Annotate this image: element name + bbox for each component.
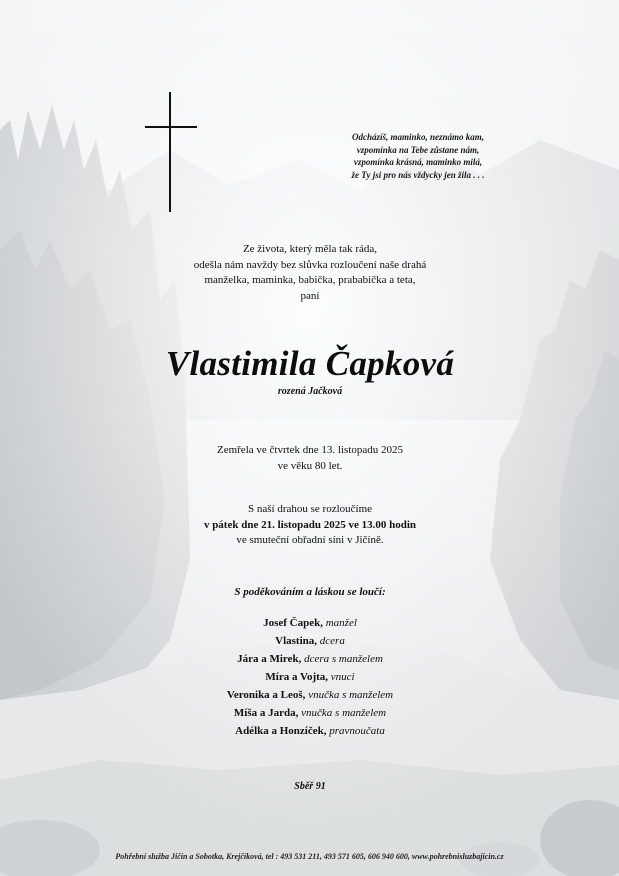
death-info: [160, 443, 460, 474]
list-item: [140, 650, 480, 668]
cross-icon: [145, 92, 197, 212]
address: Sběř 91: [294, 781, 326, 792]
mourner-relation: vnučka s manželem: [308, 689, 394, 701]
list-item: [140, 614, 480, 632]
mourner-name: Míša a Jarda,: [233, 707, 299, 719]
intro-line: odešla nám navždy bez slůvka rozloučení naše drahá: [193, 258, 427, 271]
farewell-place: ve smuteční obřadní síni v Jičíně.: [236, 534, 384, 546]
mourner-name: Josef Čapek,: [263, 617, 323, 629]
farewell-date: v pátek dne 21. listopadu 2025 ve 13.00 hodin: [203, 518, 417, 531]
mourner-name: Jára a Mirek,: [237, 653, 302, 665]
farewell-info: [150, 502, 470, 549]
poem-line: vzpomínka na Tebe zůstane nám,: [356, 144, 480, 155]
farewell-line: S naší drahou se rozloučíme: [247, 503, 373, 515]
mourner-relation: dcera s manželem: [304, 653, 383, 665]
mourner-name: Vlastina,: [275, 635, 318, 647]
intro-text: [160, 242, 460, 304]
poem-line: že Ty jsi pro nás vždycky jen žila . . .: [351, 169, 485, 180]
mourner-name: Adélka a Honzíček,: [235, 725, 327, 737]
deceased-name: Vlastimila Čapková: [165, 344, 455, 383]
list-item: [140, 686, 480, 704]
death-line: Zemřela ve čtvrtek dne 13. listopadu 2025: [216, 444, 404, 456]
mourner-relation: vnuci: [330, 671, 355, 683]
mourners-list: [140, 614, 480, 740]
list-item: [140, 704, 480, 722]
mourner-name: Veronika a Leoš,: [226, 689, 306, 701]
death-line: ve věku 80 let.: [277, 459, 343, 472]
thanks-heading: S poděkováním a láskou se loučí:: [234, 586, 386, 598]
intro-line: paní: [300, 289, 320, 302]
mourner-relation: pravnoučata: [329, 725, 385, 737]
funeral-service-footer: Pohřební služba Jičín a Sobotka, Krejčíková, tel : 493 531 211, 493 571 605, 606 940 600, www.pohrebnisluzbajicin.cz: [115, 852, 504, 861]
poem-line: Odcházíš, maminko, neznámo kam,: [351, 132, 485, 142]
mourner-name: Míra a Vojta,: [265, 671, 329, 683]
list-item: [140, 632, 480, 650]
intro-line: manželka, maminka, babička, prababička a teta,: [204, 274, 416, 286]
maiden-name: rozená Jačková: [277, 386, 343, 397]
mourner-relation: manžel: [325, 617, 357, 629]
list-item: [140, 722, 480, 740]
poem-verse: [318, 131, 518, 181]
poem-line: vzpomínka krásná, maminko milá,: [353, 157, 483, 167]
mourner-relation: vnučka s manželem: [301, 707, 387, 719]
intro-line: Ze života, který měla tak ráda,: [242, 243, 378, 255]
mourner-relation: dcera: [319, 635, 345, 647]
list-item: [140, 668, 480, 686]
